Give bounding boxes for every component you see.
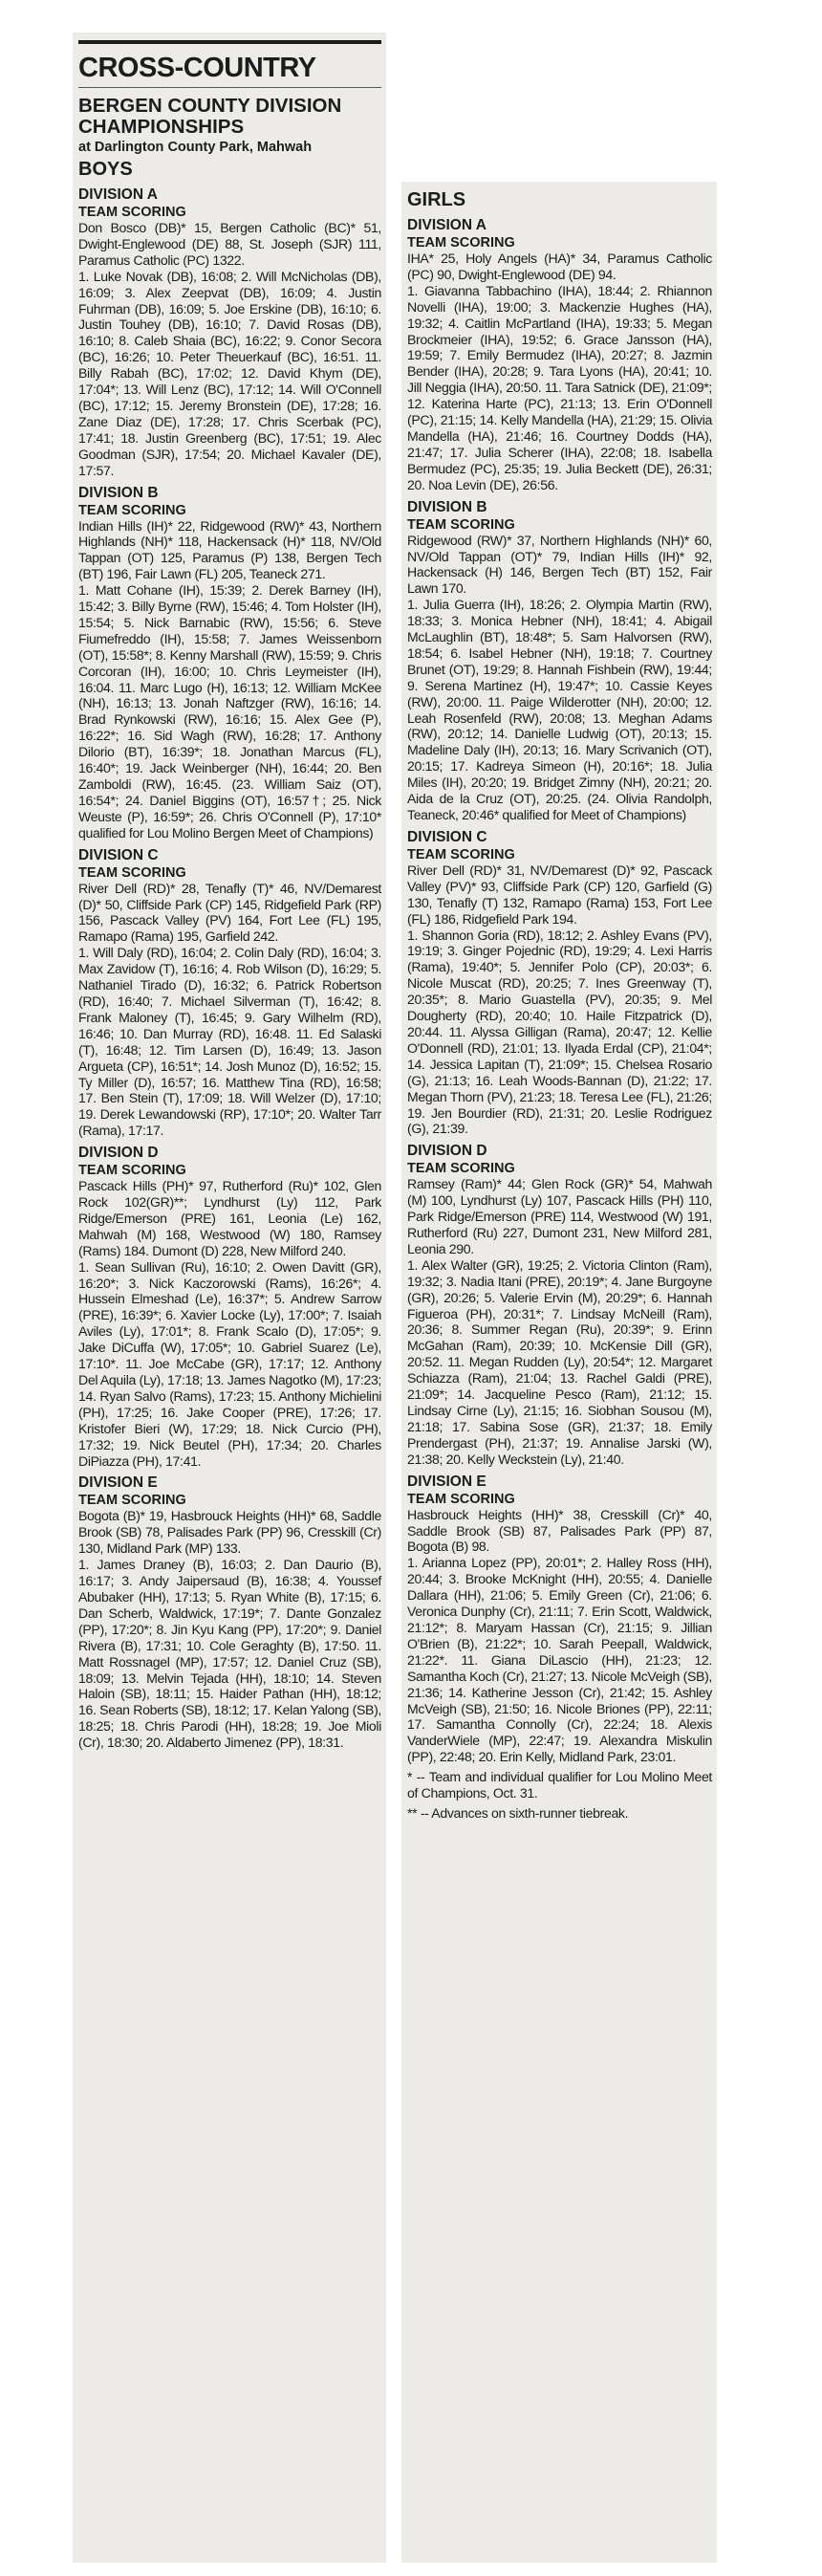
right-column bbox=[401, 182, 717, 2563]
boys-division-a bbox=[78, 186, 381, 479]
division-title: DIVISION C bbox=[407, 828, 487, 845]
boys-division-c bbox=[78, 846, 381, 1140]
girls-heading: GIRLS bbox=[407, 189, 466, 210]
event-title: BERGEN COUNTY DIVISION CHAMPIONSHIPS bbox=[78, 95, 342, 138]
girls-division-d bbox=[407, 1142, 712, 1467]
team-scoring-label: TEAM SCORING bbox=[78, 1493, 186, 1509]
event-venue: at Darlington County Park, Mahwah bbox=[78, 140, 313, 155]
girls-division-a bbox=[407, 216, 712, 493]
team-scoring-text: Ramsey (Ram)* 44; Glen Rock (GR)* 54, Mahwah (M) 100, Lyndhurst (Ly) 107, Pascack Hills (PH) 110, Park Ridge/Emerson (PRE) 114, Westwood (W) 191, Rutherford (Ru) 227, Dumont 231, New Milford 281, Leonia 290. bbox=[407, 1176, 712, 1256]
team-scoring-label: TEAM SCORING bbox=[78, 864, 186, 881]
team-scoring-text: Hasbrouck Heights (HH)* 38, Cresskill (Cr)* 40, Saddle Brook (SB) 87, Palisades Park (PP) 87, Bogota (B) 98. bbox=[407, 1506, 712, 1555]
team-scoring-label: TEAM SCORING bbox=[407, 516, 515, 533]
section-divider bbox=[78, 87, 381, 88]
team-scoring-text: River Dell (RD)* 28, Tenafly (T)* 46, NV/Demarest (D)* 50, Cliffside Park (CP) 145, Ridgefield Park (RP) 156, Pascack Valley (PV) 164, Fort Lee (FL) 195, Ramapo (Rama) 195, Garfield 242. bbox=[78, 880, 381, 945]
individual-results: 1. Will Daly (RD), 16:04; 2. Colin Daly (RD), 16:04; 3. Max Zavidow (T), 16:16; 4. Rob Wilson (D), 16:29; 5. Nathaniel Tirado (D), 16:32; 6. Patrick Robertson (RD), 16:40; 7. Michael Silverman (T), 16:42; 8. Frank Maloney (T), 16:45; 9. Gary Wilhelm (RD), 16:46; 10. Dan Murray (RD), 16:48. 11. Ed Salaski (T), 16:48; 12. Tim Larsen (D), 16:49; 13. Jason Argueta (CP), 16:51*; 14. Josh Munoz (D), 16:52; 15. Ty Miller (D), 16:57; 16. Matthew Tina (RD), 16:58; 17. Ben Stein (T), 17:09; 18. Will Welzer (D), 17:10; 19. Derek Lewandowski (RP), 17:10*; 20. Walter Tarr (Rama), 17:17. bbox=[78, 945, 381, 1139]
division-title: DIVISION B bbox=[78, 484, 159, 501]
division-title: DIVISION D bbox=[78, 1145, 159, 1162]
individual-results: 1. Matt Cohane (IH), 15:39; 2. Derek Barney (IH), 15:42; 3. Billy Byrne (RW), 15:46; 4. Tom Holster (IH), 15:54; 5. Nick Barnabic (RW), 15:56; 6. Steve Fiumefreddo (IH), 15:58; 7. James Weissenborn (OT), 15:58*; 8. Kenny Marshall (RW), 15:59; 9. Chris Corcoran (IH), 16:00; 10. Chris Leymeister (IH), 16:04. 11. Marc Lugo (H), 16:13; 12. William McKee (NH), 16:13; 13. Jonah Naftzger (RW), 16:16; 14. Brad Rynkowski (RW), 16:16; 15. Alex Gee (P), 16:22*; 16. Sid Wagh (RW), 16:28; 17. Anthony Dilorio (BT), 16:39*; 18. Jonathan Marcus (FL), 16:40*; 19. Jack Weinberger (NH), 16:44; 20. Ben Zamboldi (RW), 16:45. (23. William Saiz (OT), 16:54*; 24. Daniel Biggins (OT), 16:57†; 25. Nick Weuste (P), 16:59*; 26. Chris O'Connell (P), 17:10* qualified for Lou Molino Bergen Meet of Champions) bbox=[78, 582, 381, 840]
girls-division-e bbox=[407, 1473, 712, 1766]
individual-results: 1. Julia Guerra (IH), 18:26; 2. Olympia Martin (RW), 18:33; 3. Monica Hebner (NH), 18:41; 4. Abigail McLaughlin (BT), 18:48*; 5. Sam Halvorsen (RW), 18:54; 6. Isabel Hebner (NH), 19:18; 7. Courtney Brunet (OT), 19:29; 8. Hannah Fishbein (RW), 19:44; 9. Serena Martinez (H), 19:47*; 10. Cassie Keyes (RW), 20:00. 11. Paige Wilderotter (NH), 20:00; 12. Leah Rosenfeld (RW), 20:08; 13. Meghan Adams (RW), 20:12; 14. Danielle Ludwig (OT), 20:13; 15. Madeline Daly (IH), 20:13; 16. Mary Scrivanich (OT), 20:15; 17. Kadreya Simeon (H), 20:16*; 18. Julia Miles (IH), 20:20; 19. Bridget Zimny (NH), 20:21; 20. Aida de la Cruz (OT), 20:25. (24. Olivia Randolph, Teaneck, 20:46* qualified for Meet of Champions) bbox=[407, 597, 712, 822]
team-scoring-text: Don Bosco (DB)* 15, Bergen Catholic (BC)* 51, Dwight-Englewood (DE) 88, St. Joseph (SJR) 111, Paramus Catholic (PC) 1322. bbox=[78, 220, 381, 268]
division-title: DIVISION C bbox=[78, 846, 159, 863]
division-title: DIVISION A bbox=[78, 186, 158, 203]
team-scoring-text: Indian Hills (IH)* 22, Ridgewood (RW)* 43, Northern Highlands (NH)* 118, Hackensack (H)* 118, NV/Old Tappan (OT) 125, Paramus (P) 138, Bergen Tech (BT) 196, Fair Lawn (FL) 205, Teaneck 271. bbox=[78, 517, 381, 582]
team-scoring-label: TEAM SCORING bbox=[407, 235, 515, 251]
team-scoring-label: TEAM SCORING bbox=[407, 846, 515, 862]
team-scoring-label: TEAM SCORING bbox=[78, 205, 186, 220]
division-title: DIVISION E bbox=[78, 1474, 158, 1492]
individual-results: 1. Arianna Lopez (PP), 20:01*; 2. Halley Ross (HH), 20:44; 3. Brooke McKnight (HH), 20:55; 4. Danielle Dallara (HH), 21:06; 5. Emily Green (Cr), 21:06; 6. Veronica Dunphy (Cr), 21:11; 7. Erin Scott, Waldwick, 21:12*; 8. Maryam Hassan (Cr), 21:15; 9. Jillian O'Brien (B), 21:22*; 10. Sarah Peepall, Waldwick, 21:22*. 11. Giana DiLascio (HH), 21:23; 12. Samantha Koch (Cr), 21:27; 13. Nicole McVeigh (SB), 21:36; 14. Katherine Jesson (Cr), 21:42; 15. Ashley McVeigh (SB), 21:50; 16. Nicole Briones (PP), 22:11; 17. Samantha Connolly (Cr), 22:24; 18. Alexis VanderWiele (MP), 22:47; 19. Alexandra Miskulin (PP), 22:48; 20. Erin Kelly, Midland Park, 23:01. bbox=[407, 1555, 712, 1765]
individual-results: 1. Shannon Goria (RD), 18:12; 2. Ashley Evans (PV), 19:19; 3. Ginger Pojednic (RD), 19:29; 4. Lexi Harris (Rama), 19:40*; 5. Jennifer Polo (CP), 20:03*; 6. Nicole Muscat (RD), 20:25; 7. Ines Greenway (T), 20:35*; 8. Mario Guastella (PV), 20:35; 9. Mel Dougherty (RD), 20:40; 10. Haile Fitzpatrick (D), 20:44. 11. Alyssa Gilligan (Rama), 20:47; 12. Kellie O'Donnell (RD), 21:01; 13. Ilyada Erdal (CP), 21:04*; 14. Jessica Lapitan (T), 21:09*; 15. Chelsea Rosario (G), 21:13; 16. Leah Woods-Bannan (D), 21:22; 17. Megan Thorn (PV), 21:23; 18. Teresa Lee (FL), 21:26; 19. Jen Bourdier (RD), 21:31; 20. Leslie Rodriguez (G), 21:39. bbox=[407, 927, 712, 1137]
footnote-qualifier: * -- Team and individual qualifier for Lou Molino Meet of Champions, Oct. 31. bbox=[407, 1769, 712, 1801]
girls-division-b bbox=[407, 498, 712, 823]
team-scoring-text: Ridgewood (RW)* 37, Northern Highlands (NH)* 60, NV/Old Tappan (OT)* 79, Indian Hills (IH)* 92, Hackensack (H) 146, Bergen Tech (BT) 152, Fair Lawn 170. bbox=[407, 532, 712, 597]
team-scoring-label: TEAM SCORING bbox=[407, 1161, 515, 1177]
team-scoring-label: TEAM SCORING bbox=[407, 1491, 515, 1507]
division-title: DIVISION B bbox=[407, 498, 487, 515]
team-scoring-text: River Dell (RD)* 31, NV/Demarest (D)* 92, Pascack Valley (PV)* 93, Cliffside Park (CP) 120, Garfield (G) 130, Tenafly (T) 132, Ramapo (Rama) 153, Fort Lee (FL) 186, Ridgefield Park 194. bbox=[407, 862, 712, 927]
team-scoring-label: TEAM SCORING bbox=[78, 502, 186, 518]
individual-results: 1. Alex Walter (GR), 19:25; 2. Victoria Clinton (Ram), 19:32; 3. Nadia Itani (PRE), 20:19*; 4. Jane Burgoyne (GR), 20:26; 5. Valerie Ervin (M), 20:29*; 6. Hannah Figueroa (PH), 20:31*; 7. Lindsay McNeill (Ram), 20:36; 8. Summer Regan (Ru), 20:39*; 9. Erinn McGahan (Ram), 20:39; 10. McKensie Dill (GR), 20:52. 11. Megan Rudden (Ly), 20:54*; 12. Margaret Schiazza (Ram), 21:04; 13. Rachel Galdi (PRE), 21:09*; 14. Jacqueline Pesco (Ram), 21:12; 15. Lindsay Cirne (Ly), 21:15; 16. Siobhan Sousou (M), 21:18; 17. Sabina Sose (GR), 21:37; 18. Emily Prendergast (PH), 21:37; 19. Annalise Jarski (W), 21:38; 20. Kelly Weckstein (Ly), 21:40. bbox=[407, 1256, 712, 1467]
top-rule bbox=[78, 40, 381, 44]
team-scoring-label: TEAM SCORING bbox=[78, 1163, 186, 1179]
team-scoring-text: Pascack Hills (PH)* 97, Rutherford (Ru)* 102, Glen Rock 102(GR)**; Lyndhurst (Ly) 112, Park Ridge/Emerson (PRE) 161, Leonia (Le) 162, Mahwah (M) 168, Westwood (W) 180, Ramsey (Rams) 184. Dumont (D) 228, New Milford 240. bbox=[78, 1178, 381, 1258]
left-column bbox=[73, 33, 386, 2563]
girls-division-c bbox=[407, 828, 712, 1137]
boys-heading: BOYS bbox=[78, 159, 133, 180]
individual-results: 1. James Draney (B), 16:03; 2. Dan Daurio (B), 16:17; 3. Andy Jaipersaud (B), 16:38; 4. Youssef Abubaker (HH), 17:13; 5. Ryan White (B), 17:15; 6. Dan Scherb, Waldwick, 17:19*; 7. Dante Gonzalez (PP), 17:20*; 8. Jin Kyu Kang (PP), 17:20*; 9. Daniel Rivera (B), 17:31; 10. Cole Geraghty (B), 17:50. 11. Matt Rossnagel (MP), 17:57; 12. Daniel Cruz (SB), 18:09; 13. Melvin Tejada (HH), 18:10; 14. Steven Haloin (SB), 18:11; 15. Haider Pathan (HH), 18:12; 16. Sean Roberts (SB), 18:12; 17. Kelan Yalong (SB), 18:25; 18. Chris Parodi (HH), 18:28; 19. Joe Mioli (Cr), 18:30; 20. Aldaberto Jimenez (PP), 18:31. bbox=[78, 1557, 381, 1751]
section-title: CROSS-COUNTRY bbox=[78, 53, 316, 83]
team-scoring-text: Bogota (B)* 19, Hasbrouck Heights (HH)* 68, Saddle Brook (SB) 78, Palisades Park (PP) 96, Cresskill (Cr) 130, Midland Park (MP) 133. bbox=[78, 1508, 381, 1557]
individual-results: 1. Sean Sullivan (Ru), 16:10; 2. Owen Davitt (GR), 16:20*; 3. Nick Kaczorowski (Rams), 16:26*; 4. Hussein Elmeshad (Le), 16:37*; 5. Andrew Sarrow (PRE), 16:39*; 6. Xavier Locke (Ly), 17:00*; 7. Isaiah Aviles (Ly), 17:01*; 8. Frank Scalo (D), 17:05*; 9. Jake DiCuffa (W), 17:05*; 10. Gabriel Suarez (Le), 17:10*. 11. Joe McCabe (GR), 17:17; 12. Anthony Del Aquila (Ly), 17:18; 13. James Nagotko (M), 17:23; 14. Ryan Salvo (Rams), 17:23; 15. Anthony Michielini (PH), 17:25; 16. Jake Cooper (PRE), 17:26; 17. Kristofer Bieri (W), 17:29; 18. Nick Curcio (PH), 17:32; 19. Nick Beutel (PH), 17:34; 20. Charles DiPiazza (PH), 17:41. bbox=[78, 1258, 381, 1469]
division-title: DIVISION D bbox=[407, 1143, 487, 1160]
team-scoring-text: IHA* 25, Holy Angels (HA)* 34, Paramus Catholic (PC) 90, Dwight-Englewood (DE) 94. bbox=[407, 251, 712, 282]
individual-results: 1. Luke Novak (DB), 16:08; 2. Will McNicholas (DB), 16:09; 3. Alex Zeepvat (DB), 16:09; 4. Justin Fuhrman (DB), 16:09; 5. Joe Erskine (DB), 16:10; 6. Justin Touhey (DB), 16:10; 7. David Rosas (DB), 16:10; 8. Caleb Shaia (BC), 16:22; 9. Conor Secora (BC), 16:26; 10. Peter Theuerkauf (BC), 16:51. 11. Billy Rabah (BC), 17:02; 12. David Khym (DE), 17:04*; 13. Will Lenz (BC), 17:12; 14. Will O'Connell (BC), 17:12; 15. Jeremy Bronstein (DE), 17:28; 16. Zane Diaz (DE), 17:28; 17. Chris Scerbak (PC), 17:41; 18. Justin Greenberg (BC), 17:51; 19. Alec Goodman (SJR), 17:54; 20. Michael Kavaler (DE), 17:57. bbox=[78, 268, 381, 478]
footnote-tiebreak: ** -- Advances on sixth-runner tiebreak. bbox=[407, 1804, 629, 1821]
division-title: DIVISION E bbox=[407, 1473, 487, 1490]
division-title: DIVISION A bbox=[407, 217, 487, 233]
boys-division-e bbox=[78, 1474, 381, 1751]
boys-division-b bbox=[78, 484, 381, 841]
individual-results: 1. Giavanna Tabbachino (IHA), 18:44; 2. Rhiannon Novelli (IHA), 19:00; 3. Mackenzie Hughes (HA), 19:32; 4. Caitlin McPartland (IHA), 19:33; 5. Megan Brockmeier (IHA), 19:52; 6. Grace Jansson (HA), 19:59; 7. Emily Bermudez (IHA), 20:27; 8. Jazmin Bender (IHA), 20:28; 9. Tara Lyons (HA), 20:41; 10. Jill Neggia (IHA), 20:50. 11. Tara Satnick (DE), 21:09*; 12. Katerina Harte (PC), 21:13; 13. Erin O'Donnell (PC), 21:15; 14. Kelly Mandella (HA), 21:29; 15. Olivia Mandella (HA), 21:46; 16. Courtney Dodds (HA), 21:47; 17. Julia Scherer (IHA), 22:08; 18. Isabella Bermudez (PC), 25:35; 19. Julia Beckett (DE), 26:31; 20. Noa Levin (DE), 26:56. bbox=[407, 282, 712, 492]
boys-division-d bbox=[78, 1144, 381, 1469]
